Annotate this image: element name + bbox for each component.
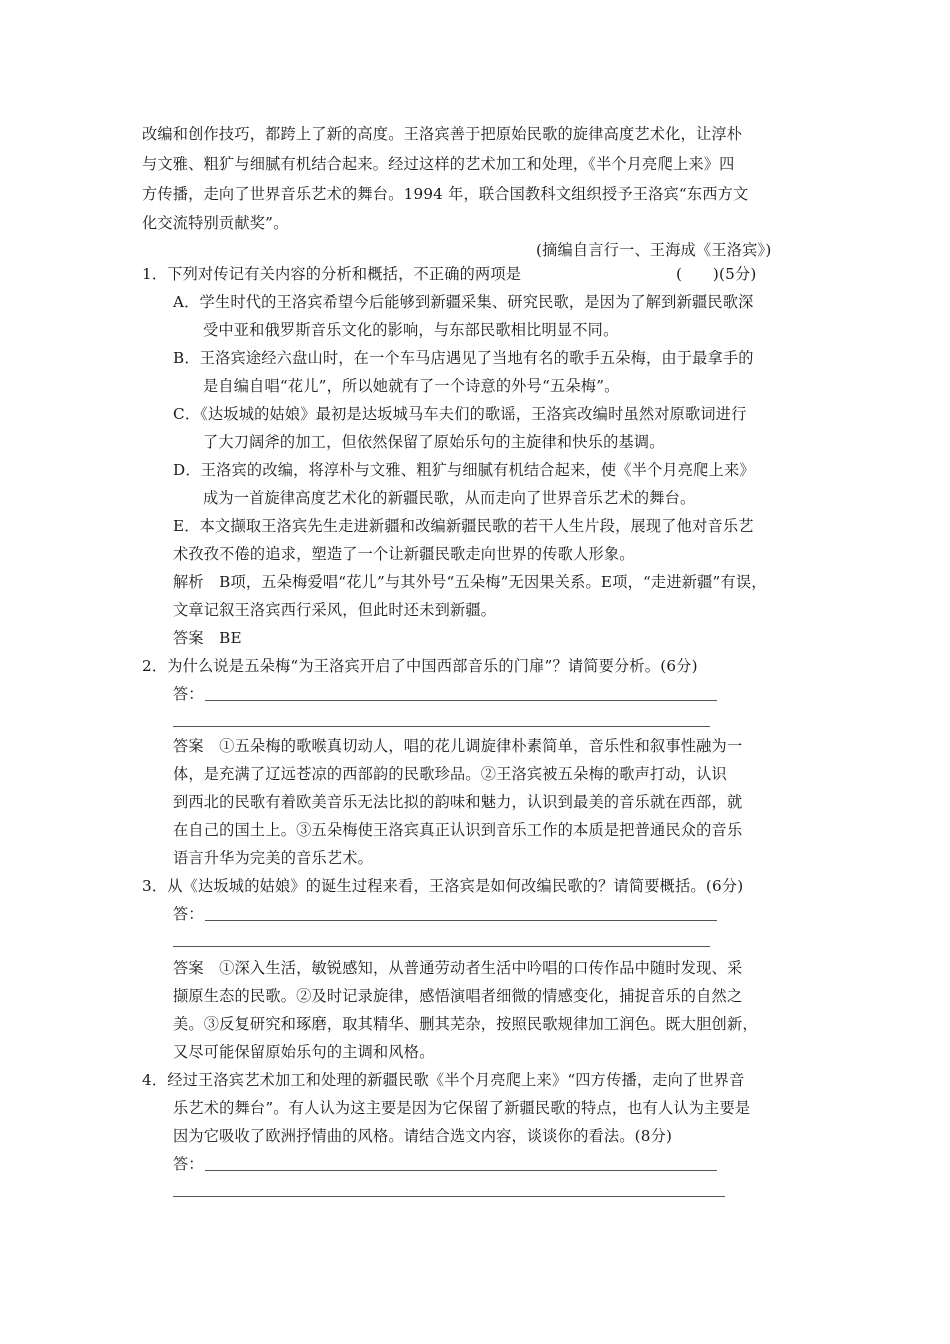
answer-label: 答： xyxy=(173,1155,204,1173)
question-4-stem: 乐艺术的舞台”。有人认为这主要是因为它保留了新疆民歌的特点，也有人认为主要是 xyxy=(173,1099,751,1117)
answer-blank-line[interactable] xyxy=(205,920,717,921)
answer-label: 答： xyxy=(173,905,204,923)
option-a-line: A．学生时代的王洛宾希望今后能够到新疆采集、研究民歌，是因为了解到新疆民歌深 xyxy=(173,293,754,311)
answer-line: 答案 BE xyxy=(173,629,242,647)
option-e-line: E．本文撷取王洛宾先生走进新疆和改编新疆民歌的若干人生片段，展现了他对音乐艺 xyxy=(173,517,754,535)
answer-line: 又尽可能保留原始乐句的主调和风格。 xyxy=(173,1043,435,1061)
analysis-line: 文章记叙王洛宾西行采风，但此时还未到新疆。 xyxy=(173,601,497,619)
option-a-line: 受中亚和俄罗斯音乐文化的影响，与东部民歌相比明显不同。 xyxy=(203,321,619,339)
answer-blank-line[interactable] xyxy=(173,726,710,727)
question-4-stem: 4．经过王洛宾艺术加工和处理的新疆民歌《半个月亮爬上来》“四方传播，走向了世界音 xyxy=(142,1071,745,1089)
passage-line: 改编和创作技巧，都跨上了新的高度。王洛宾善于把原始民歌的旋律高度艺术化，让淳朴 xyxy=(142,125,743,143)
answer-blank-line[interactable] xyxy=(173,1196,725,1197)
option-c-line: 了大刀阔斧的加工，但依然保留了原始乐句的主旋律和快乐的基调。 xyxy=(203,433,665,451)
passage-line: 化交流特别贡献奖”。 xyxy=(142,214,289,232)
option-b-line: 是自编自唱“花儿”，所以她就有了一个诗意的外号“五朵梅”。 xyxy=(203,377,620,395)
option-e-line: 术孜孜不倦的追求，塑造了一个让新疆民歌走向世界的传歌人形象。 xyxy=(173,545,635,563)
question-4-stem: 因为它吸收了欧洲抒情曲的风格。请结合选文内容，谈谈你的看法。(8分) xyxy=(173,1127,673,1145)
question-1-stem: 1．下列对传记有关内容的分析和概括，不正确的两项是 xyxy=(142,265,522,283)
answer-line: 撷原生态的民歌。②及时记录旋律，感悟演唱者细微的情感变化，捕捉音乐的自然之 xyxy=(173,987,743,1005)
answer-line: 答案 ①五朵梅的歌喉真切动人，唱的花儿调旋律朴素简单，音乐性和叙事性融为一 xyxy=(173,737,743,755)
answer-line: 体，是充满了辽远苍凉的西部韵的民歌珍品。②王洛宾被五朵梅的歌声打动，认识 xyxy=(173,765,727,783)
answer-blank-line[interactable] xyxy=(205,700,717,701)
question-3-stem: 3．从《达坂城的姑娘》的诞生过程来看，王洛宾是如何改编民歌的？请简要概括。(6分) xyxy=(142,877,744,895)
passage-line: 与文雅、粗犷与细腻有机结合起来。经过这样的艺术加工和处理，《半个月亮爬上来》四 xyxy=(142,155,735,173)
analysis-line: 解析 B项，五朵梅爱唱“花儿”与其外号“五朵梅”无因果关系。E项，“走进新疆”有误， xyxy=(173,573,767,591)
answer-line: 到西北的民歌有着欧美音乐无法比拟的韵味和魅力，认识到最美的音乐就在西部，就 xyxy=(173,793,743,811)
option-b-line: B．王洛宾途经六盘山时，在一个车马店遇见了当地有名的歌手五朵梅，由于最拿手的 xyxy=(173,349,754,367)
question-2-stem: 2．为什么说是五朵梅“为王洛宾开启了中国西部音乐的门扉”？请简要分析。(6分) xyxy=(142,657,698,675)
option-d-line: D．王洛宾的改编，将淳朴与文雅、粗犷与细腻有机结合起来，使《半个月亮爬上来》 xyxy=(173,461,755,479)
answer-blank-line[interactable] xyxy=(205,1170,717,1171)
question-1-bracket: ( )(5分) xyxy=(676,265,757,283)
option-c-line: C．《达坂城的姑娘》最初是达坂城马车夫们的歌谣，王洛宾改编时虽然对原歌词进行 xyxy=(173,405,747,423)
passage-source: (摘编自言行一、王海成《王洛宾》) xyxy=(536,241,772,259)
answer-line: 美。③反复研究和琢磨，取其精华、删其芜杂，按照民歌规律加工润色。既大胆创新， xyxy=(173,1015,758,1033)
passage-line: 方传播，走向了世界音乐艺术的舞台。1994 年，联合国教科文组织授予王洛宾“东西方文 xyxy=(142,185,749,203)
answer-line: 答案 ①深入生活，敏锐感知，从普通劳动者生活中吟唱的口传作品中随时发现、采 xyxy=(173,959,743,977)
option-d-line: 成为一首旋律高度艺术化的新疆民歌，从而走向了世界音乐艺术的舞台。 xyxy=(203,489,696,507)
answer-line: 语言升华为完美的音乐艺术。 xyxy=(173,849,374,867)
answer-label: 答： xyxy=(173,685,204,703)
answer-blank-line[interactable] xyxy=(173,946,710,947)
answer-line: 在自己的国土上。③五朵梅使王洛宾真正认识到音乐工作的本质是把普通民众的音乐 xyxy=(173,821,743,839)
